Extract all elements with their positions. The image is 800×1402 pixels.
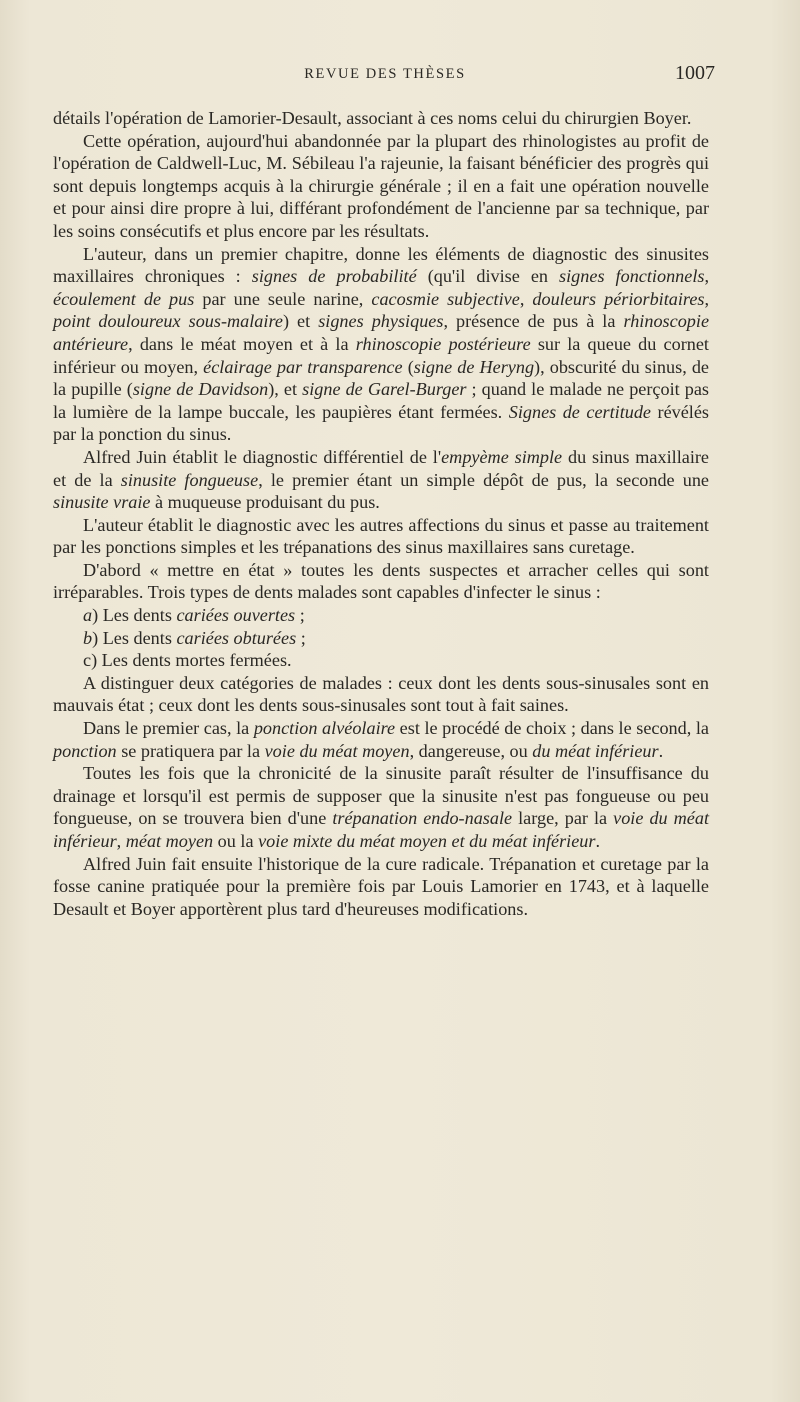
italic-text: cariées obturées: [176, 627, 297, 648]
text-run: .: [658, 740, 664, 761]
text-run: .: [595, 831, 601, 851]
italic-text: signes fonctionnels: [559, 266, 705, 287]
running-title: REVUE DES THÈSES: [304, 66, 466, 82]
text-run: ) et: [282, 311, 319, 332]
paragraph: [53, 559, 709, 604]
text-run: , dans le méat moyen et à la: [128, 333, 356, 354]
text-run: Cette opération, aujourd'hui abandonnée par la plupart des rhinologistes au profit de l'opération de Caldwell-Luc, M. Sébileau l'a rajeunie, la faisant bénéficier des progrès qui sont depuis longtemps acquis à la chirurgie générale ; il en a fait une opération nouvelle et pour ainsi dire propre à lui, différant profondément de l'ancienne par sa technique, par les soins consécutifs et plus encore par les résultats.: [53, 130, 709, 241]
italic-text: méat moyen: [125, 831, 214, 851]
italic-text: signe de Davidson: [132, 379, 269, 400]
text-run: sur la queue du cornet inférieur ou moyen,: [53, 333, 709, 377]
italic-text: rhinoscopie postérieure: [355, 333, 531, 354]
text-run: (qu'il divise en: [416, 266, 560, 287]
italic-text: trépanation endo-nasale: [332, 808, 513, 829]
italic-text: éclairage par transparence: [203, 356, 403, 377]
paragraph: [53, 604, 709, 627]
italic-text: du méat inférieur: [532, 740, 659, 761]
text-run: Alfred Juin fait ensuite l'historique de la cure radicale. Trépanation et curetage par la fosse canine pratiquée pour la première fois par Louis Lamorier en 1743, et à laquelle Desault et Boyer apportèrent plus tard d'heureuses modifications.: [53, 853, 709, 919]
text-run: à muqueuse produisant du pus.: [150, 492, 380, 513]
page-header: [55, 62, 715, 92]
italic-text: point douloureux sous-malaire: [53, 311, 283, 332]
text-run: Alfred Juin établit le diagnostic différentiel de l': [83, 446, 442, 467]
text-run: est le procédé de choix ; dans le second, la: [395, 718, 709, 739]
text-run: ,: [519, 288, 533, 309]
paragraph: [53, 130, 709, 243]
italic-text: cacosmie subjective: [371, 288, 520, 309]
text-run: ; quand le malade ne perçoit pas la lumière de la lampe buccale, les paupières étant fermées.: [53, 379, 709, 422]
text-run: ), obscurité du sinus, de la pupille (: [53, 356, 709, 400]
paragraph: [53, 243, 709, 446]
paragraph: [53, 446, 709, 514]
text-run: détails l'opération de Lamorier-Desault, associant à ces noms celui du chirurgien Boyer.: [53, 108, 692, 128]
italic-text: signe de Heryng: [413, 356, 535, 377]
italic-text: écoulement de pus: [53, 288, 195, 309]
text-run: révélés par la ponction du sinus.: [53, 401, 710, 445]
italic-text: voie du méat moyen: [264, 740, 410, 761]
paragraph: [53, 627, 709, 650]
paragraph: [53, 514, 709, 559]
text-run: ), et: [268, 379, 303, 400]
body-text: [53, 107, 709, 920]
italic-text: b: [83, 627, 93, 648]
italic-text: Signes de certitude: [508, 401, 652, 422]
text-run: L'auteur, dans un premier chapitre, donne les éléments de diagnostic des sinusites maxillaires chroniques :: [53, 243, 709, 287]
italic-text: douleurs périorbitaires: [532, 288, 705, 309]
text-run: A distinguer deux catégories de malades : ceux dont les dents sous-sinusales sont en mauvais état ; ceux dont les dents sous-sinusales sont tout à fait saines.: [53, 672, 709, 716]
text-run: , dangereuse, ou: [409, 740, 533, 761]
italic-text: rhinoscopie antérieure: [53, 311, 710, 354]
italic-text: voie mixte du méat moyen et du méat inférieur: [258, 831, 596, 851]
text-run: se pratiquera par la: [116, 740, 265, 761]
text-run: D'abord « mettre en état » toutes les dents suspectes et arracher celles qui sont irréparables. Trois types de dents malades sont capables d'infecter le sinus :: [53, 559, 709, 603]
text-run: du sinus maxillaire et de la: [53, 446, 710, 490]
text-run: large, par la: [512, 808, 614, 829]
italic-text: signes de probabilité: [251, 266, 417, 287]
paragraph: [53, 853, 709, 921]
text-run: Toutes les fois que la chronicité de la sinusite paraît résulter de l'insuffisance du drainage et lorsqu'il est permis de supposer que la sinusite n'est pas fongueuse ou peu fongueuse, on se trouvera bien d'une: [53, 763, 709, 829]
italic-text: signes physiques: [318, 311, 444, 332]
italic-text: a: [83, 605, 93, 626]
text-run: Dans le premier cas, la: [83, 718, 254, 739]
italic-text: sinusite vraie: [53, 492, 151, 513]
italic-text: empyème simple: [441, 446, 563, 467]
text-run: c) Les dents mortes fermées.: [83, 650, 292, 671]
italic-text: cariées ouvertes: [176, 605, 296, 626]
text-run: ,: [704, 266, 710, 287]
italic-text: ponction: [53, 740, 117, 761]
text-run: ) Les dents: [92, 627, 177, 648]
paragraph: [53, 107, 709, 130]
text-run: ,: [704, 288, 710, 309]
page-number: 1007: [675, 62, 715, 84]
paragraph: [53, 672, 709, 717]
italic-text: sinusite fongueuse: [120, 469, 259, 490]
italic-text: voie du méat inférieur: [53, 808, 710, 851]
italic-text: signe de Garel-Burger: [302, 379, 467, 400]
text-run: , le premier étant un simple dépôt de pus, la seconde une: [258, 469, 709, 490]
text-run: par une seule narine,: [194, 288, 372, 309]
text-run: ;: [296, 627, 306, 648]
text-run: ou la: [213, 831, 259, 851]
text-run: L'auteur établit le diagnostic avec les autres affections du sinus et passe au traitement par les ponctions simples et les trépanations des sinus maxillaires sans curetage.: [53, 514, 709, 558]
italic-text: ponction alvéolaire: [253, 718, 396, 739]
paragraph: [53, 717, 709, 762]
text-run: ;: [295, 605, 305, 626]
paragraph: [53, 649, 709, 672]
text-run: (: [402, 356, 414, 377]
text-run: ,: [116, 831, 126, 851]
text-run: , présence de pus à la: [443, 311, 624, 332]
paragraph: [53, 762, 709, 852]
text-run: ) Les dents: [92, 605, 177, 626]
